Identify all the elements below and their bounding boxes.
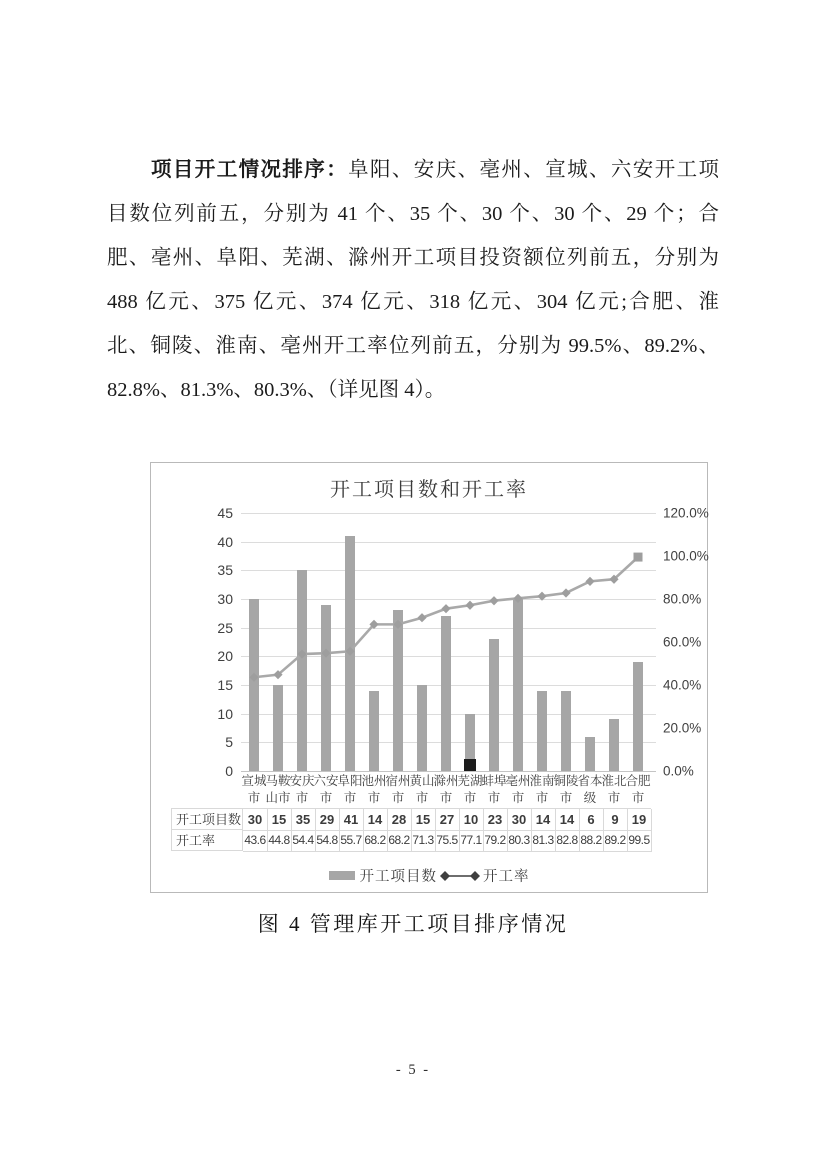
rate-line-marker: [393, 620, 402, 629]
x-axis-label-淮北市: 淮北 市: [601, 774, 627, 805]
rate-line-marker: [513, 594, 522, 603]
table-cell-rate: 80.3: [507, 830, 532, 852]
table-cell-rate: 44.8: [267, 830, 292, 852]
x-axis-label-铜陵市: 铜陵 市: [553, 774, 579, 805]
x-axis-label-芜湖市: 芜湖 市: [457, 774, 483, 805]
x-axis-label-马鞍山市: 马鞍 山市: [265, 774, 291, 805]
left-axis-tick: 45: [217, 505, 233, 521]
table-cell-rate: 55.7: [339, 830, 364, 852]
left-axis-tick: 10: [217, 705, 233, 722]
body-paragraph: [107, 148, 719, 412]
table-cell-projects: 14: [363, 809, 388, 831]
rate-line-marker: [537, 592, 546, 601]
rate-line-marker: [417, 613, 426, 622]
page-number: - 5 -: [395, 1062, 431, 1078]
table-cell-projects: 27: [435, 809, 460, 831]
rate-line-marker: [634, 553, 643, 562]
table-cell-projects: 30: [507, 809, 532, 831]
table-cell-projects: 19: [627, 809, 652, 831]
table-cell-rate: 99.5: [627, 830, 652, 852]
left-axis-tick: 25: [217, 619, 233, 636]
x-axis-label-滁州市: 滁州 市: [433, 774, 459, 805]
line-legend-label: 开工率: [483, 869, 530, 885]
x-axis-label-亳州市: 亳州 市: [505, 774, 531, 805]
right-axis-tick: 40.0%: [663, 677, 702, 693]
table-cell-projects: 15: [411, 809, 436, 831]
right-axis-tick: 100.0%: [663, 548, 709, 564]
bar-legend-label: 开工项目数: [359, 869, 437, 885]
paragraph-line: 488 亿元、375 亿元、374 亿元、318 亿元、304 亿元;合肥、淮: [107, 291, 719, 313]
table-cell-rate: 79.2: [483, 830, 508, 852]
table-cell-rate: 89.2: [603, 830, 628, 852]
rate-line-marker: [465, 601, 474, 610]
left-axis-tick: 5: [225, 734, 233, 751]
left-axis-tick: 15: [217, 677, 233, 693]
table-cell-projects: 41: [339, 809, 364, 831]
table-row-header: 开工项目数: [172, 809, 243, 830]
rate-line-marker: [585, 577, 594, 586]
x-axis-label-安庆市: 安庆 市: [289, 774, 315, 805]
x-axis-label-阜阳市: 阜阳 市: [337, 774, 363, 805]
x-axis-label-宿州市: 宿州 市: [385, 774, 411, 805]
table-cell-rate: 81.3: [531, 830, 556, 852]
table-cell-projects: 35: [291, 809, 316, 831]
table-cell-rate: 68.2: [387, 830, 412, 852]
table-cell-rate: 54.8: [315, 830, 340, 852]
table-cell-projects: 9: [603, 809, 628, 831]
paragraph-line: [107, 148, 719, 192]
table-cell-projects: 14: [555, 809, 580, 831]
table-cell-projects: 29: [315, 809, 340, 831]
x-axis-label-宣城市: 宣城 市: [241, 774, 267, 805]
left-axis-tick: 0: [225, 763, 233, 779]
x-axis-label-合肥市: 合肥 市: [625, 774, 651, 805]
rate-line-marker: [321, 649, 330, 658]
table-cell-rate: 82.8: [555, 830, 580, 852]
table-cell-projects: 30: [243, 809, 268, 831]
right-axis-tick: 120.0%: [663, 505, 709, 521]
x-axis-label-蚌埠市: 蚌埠 市: [481, 774, 507, 805]
right-axis-tick: 80.0%: [663, 591, 702, 607]
line-legend-icon: [438, 870, 482, 882]
paragraph-line: 目数位列前五，分别为 41 个、35 个、30 个、30 个、29 个；合: [107, 203, 719, 225]
left-axis-tick: 30: [217, 591, 233, 607]
rate-line-marker: [441, 604, 450, 613]
figure-caption: 图 4 管理库开工项目排序情况: [257, 912, 569, 936]
paragraph-line: 肥、亳州、阜阳、芜湖、滁州开工项目投资额位列前五，分别为: [107, 247, 719, 269]
table-cell-rate: 54.4: [291, 830, 316, 852]
table-cell-projects: 15: [267, 809, 292, 831]
rate-line-marker: [561, 588, 570, 597]
line-series: [241, 503, 661, 783]
right-axis-tick: 20.0%: [663, 720, 702, 736]
figure-chart: [150, 462, 708, 893]
x-axis-label-淮南市: 淮南 市: [529, 774, 555, 805]
paragraph-text: 阜阳、安庆、亳州、宣城、六安开工项: [348, 159, 720, 181]
x-axis-label-省本级: 省本 级: [577, 774, 603, 805]
chart-data-table: [171, 808, 651, 851]
x-axis-label-六安市: 六安 市: [313, 774, 339, 805]
table-cell-projects: 6: [579, 809, 604, 831]
left-axis-tick: 35: [217, 562, 233, 579]
table-cell-projects: 14: [531, 809, 556, 831]
table-cell-rate: 68.2: [363, 830, 388, 852]
right-axis-tick: 0.0%: [663, 763, 694, 779]
table-cell-projects: 23: [483, 809, 508, 831]
bar-legend-swatch: [329, 871, 355, 880]
table-cell-rate: 88.2: [579, 830, 604, 852]
table-cell-projects: 28: [387, 809, 412, 831]
right-axis-tick: 60.0%: [663, 634, 702, 650]
table-cell-rate: 43.6: [243, 830, 268, 852]
chart-title: 开工项目数和开工率: [330, 479, 528, 501]
left-axis-tick: 20: [217, 648, 233, 665]
table-cell-projects: 10: [459, 809, 484, 831]
table-row-header: 开工率: [172, 830, 243, 851]
x-axis-label-黄山市: 黄山 市: [409, 774, 435, 805]
paragraph-lead: 项目开工情况排序：: [151, 159, 349, 181]
table-cell-rate: 77.1: [459, 830, 484, 852]
chart-legend: [151, 865, 707, 886]
left-axis-tick: 40: [217, 533, 233, 550]
paragraph-line: 北、铜陵、淮南、亳州开工率位列前五，分别为 99.5%、89.2%、: [107, 335, 719, 357]
rate-line-marker: [249, 673, 258, 682]
paragraph-line: 82.8%、81.3%、80.3%、（详见图 4）。: [107, 379, 446, 401]
rate-line: [254, 557, 638, 677]
x-axis-label-池州市: 池州 市: [361, 774, 387, 805]
table-cell-rate: 75.5: [435, 830, 460, 852]
rate-line-marker: [489, 596, 498, 605]
table-cell-rate: 71.3: [411, 830, 436, 852]
